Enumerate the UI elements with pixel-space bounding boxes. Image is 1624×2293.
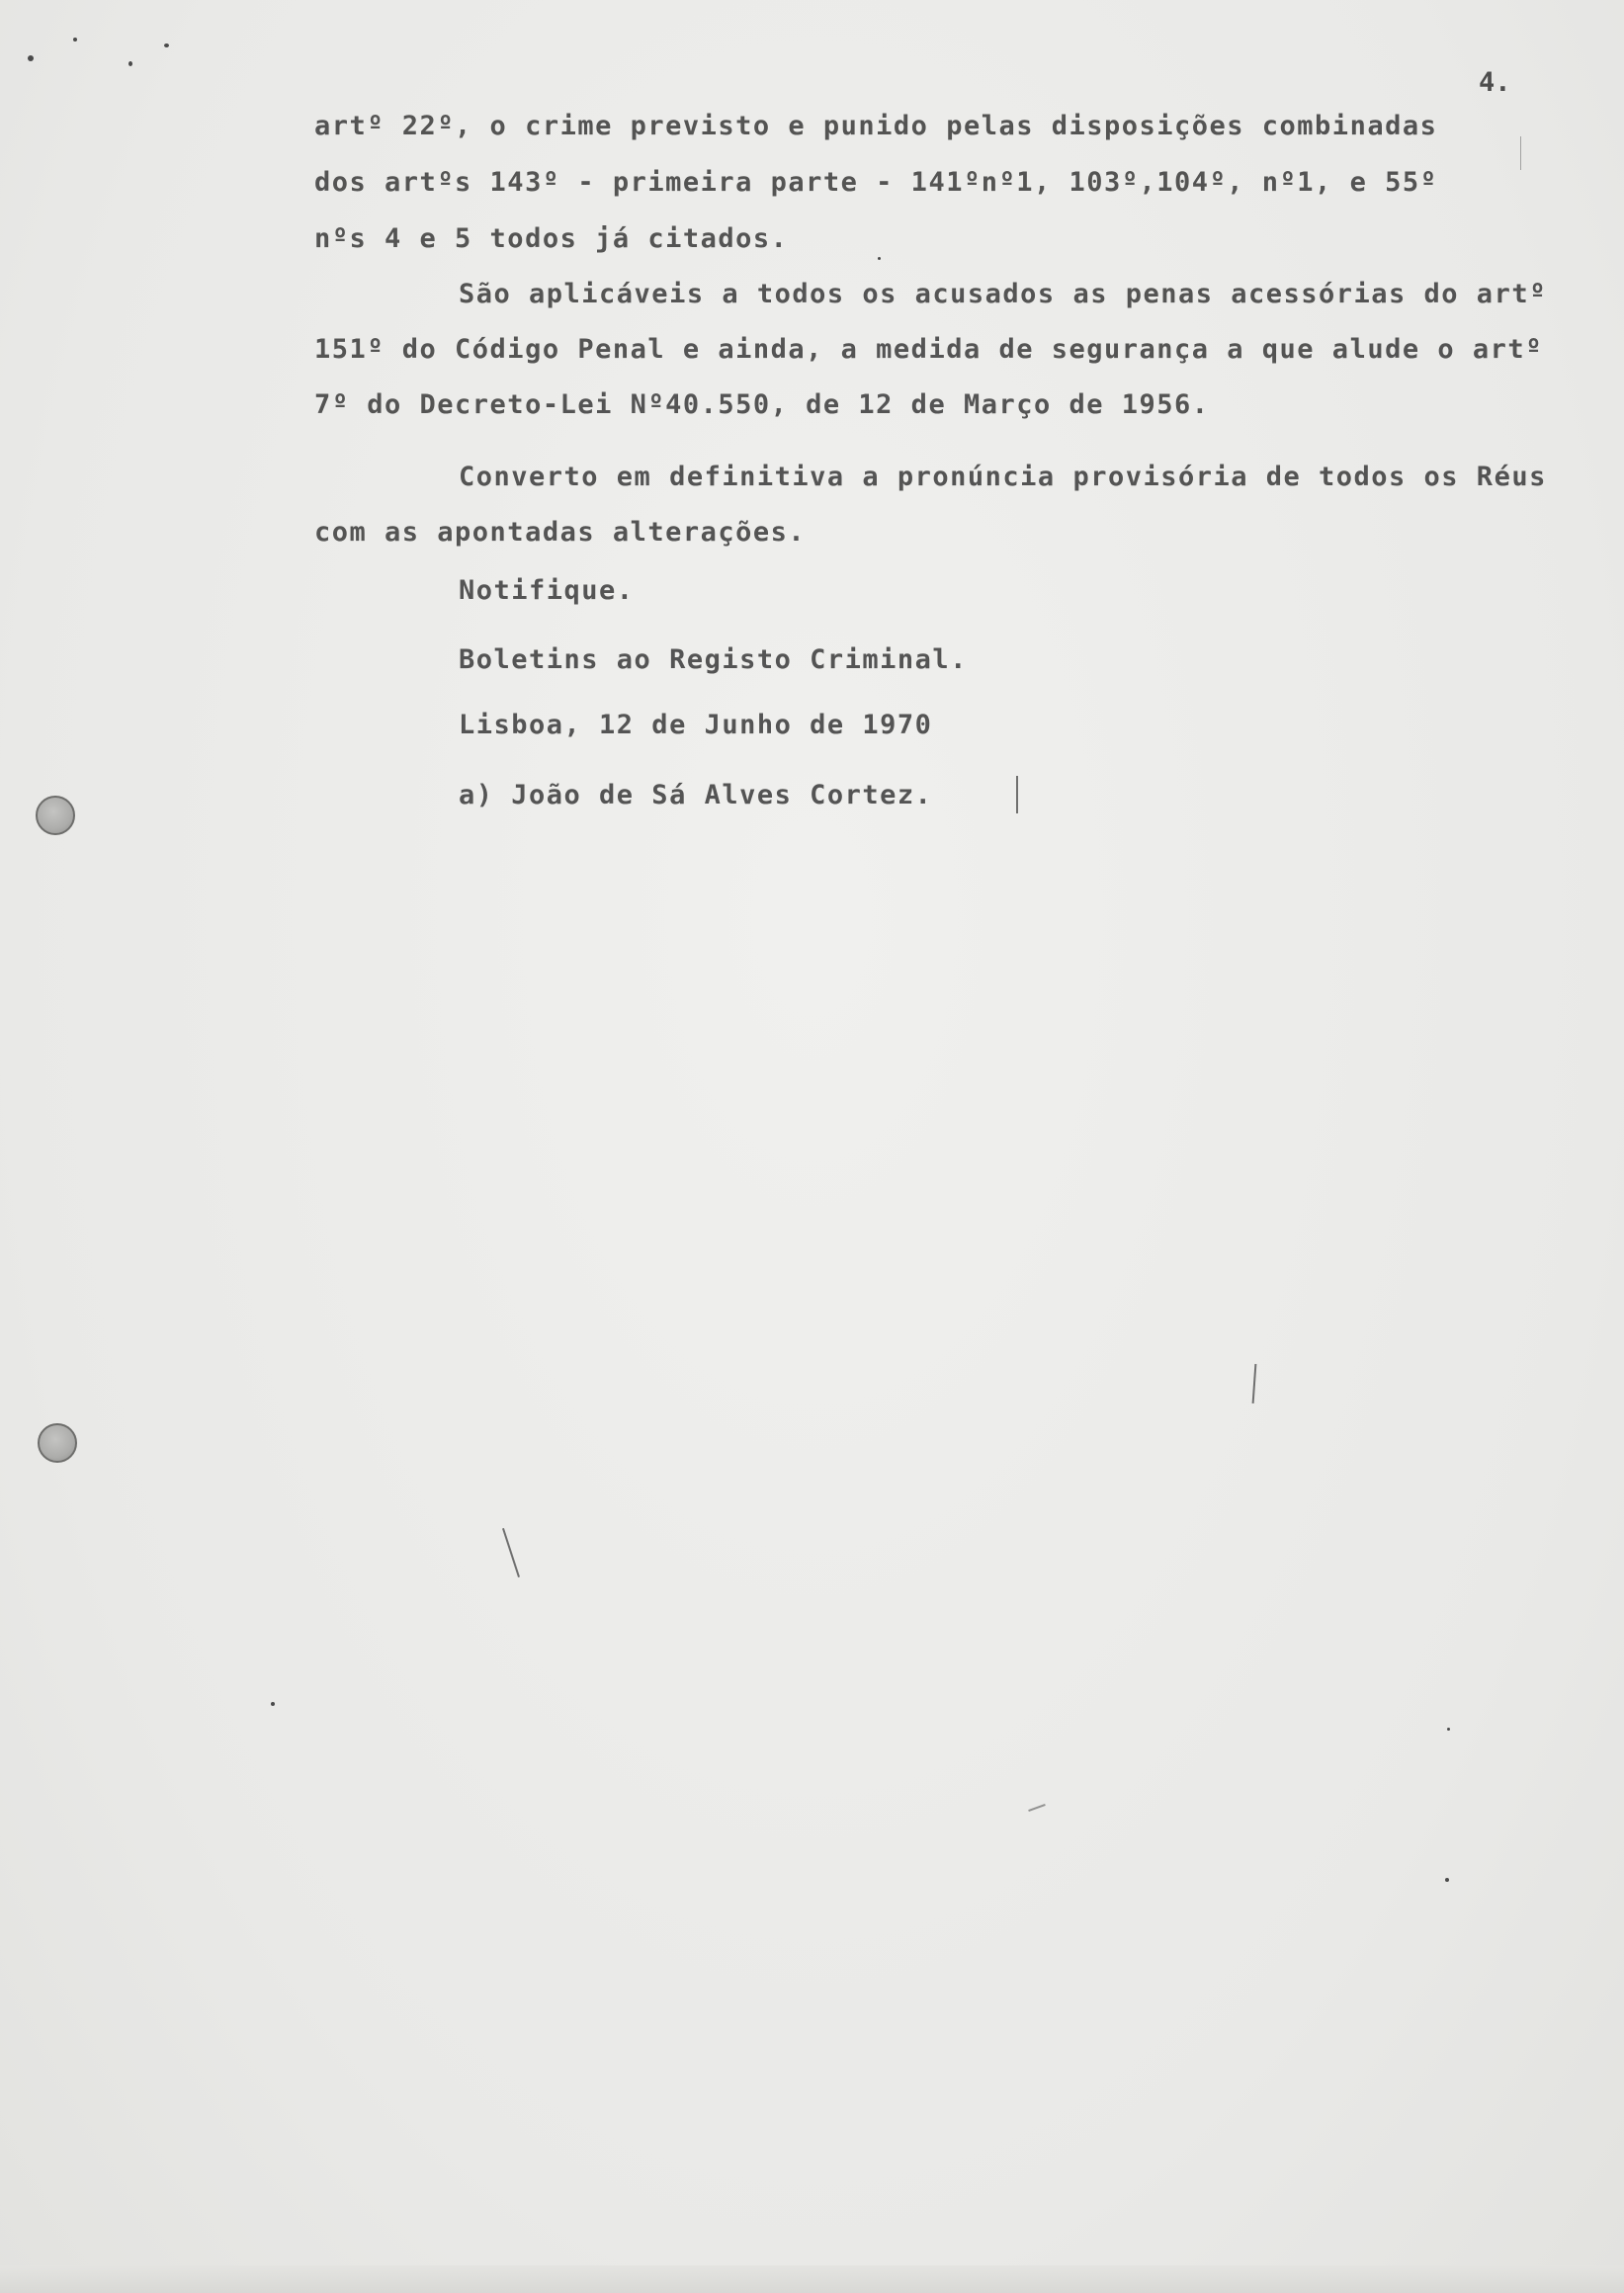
stray-mark xyxy=(1252,1364,1257,1403)
stray-mark xyxy=(1028,1804,1046,1812)
place-date-line: Lisboa, 12 de Junho de 1970 xyxy=(459,710,933,740)
ink-speck xyxy=(128,61,132,66)
document-body xyxy=(314,111,1580,822)
ink-speck xyxy=(1445,1878,1449,1882)
paragraph-1-line-1: artº 22º, o crime previsto e punido pelas disposições combinadas xyxy=(314,111,1438,141)
paragraph-3-line-1: Converto em definitiva a pronúncia provisória de todos os Réus xyxy=(459,462,1547,492)
ink-speck xyxy=(1447,1728,1450,1731)
page-number: 4. xyxy=(1479,67,1511,98)
ink-speck xyxy=(28,55,34,61)
criminal-record-bulletins-line: Boletins ao Registo Criminal. xyxy=(459,644,968,675)
paragraph-1-line-3: nºs 4 e 5 todos já citados. xyxy=(314,223,789,254)
paragraph-2-line-2: 151º do Código Penal e ainda, a medida de segurança a que alude o artº xyxy=(314,334,1543,365)
signature-line: a) João de Sá Alves Cortez. xyxy=(459,780,933,810)
stray-mark xyxy=(1016,776,1018,813)
page-bottom-edge xyxy=(0,2265,1624,2293)
ink-speck xyxy=(878,257,881,260)
stray-mark xyxy=(502,1528,520,1577)
notify-line: Notifique. xyxy=(459,575,635,606)
ink-speck xyxy=(164,43,169,47)
paragraph-2-line-3: 7º do Decreto-Lei Nº40.550, de 12 de Março de 1956. xyxy=(314,389,1210,420)
ink-speck xyxy=(73,38,77,42)
punch-hole-upper xyxy=(36,796,75,835)
paragraph-3-line-2: com as apontadas alterações. xyxy=(314,517,807,548)
ink-speck xyxy=(271,1702,275,1706)
paragraph-1-line-2: dos artºs 143º - primeira parte - 141ºnº1, 103º,104º, nº1, e 55º xyxy=(314,167,1438,198)
paragraph-2-line-1: São aplicáveis a todos os acusados as penas acessórias do artº xyxy=(459,279,1547,309)
punch-hole-lower xyxy=(38,1423,77,1463)
stray-mark xyxy=(1520,136,1521,170)
